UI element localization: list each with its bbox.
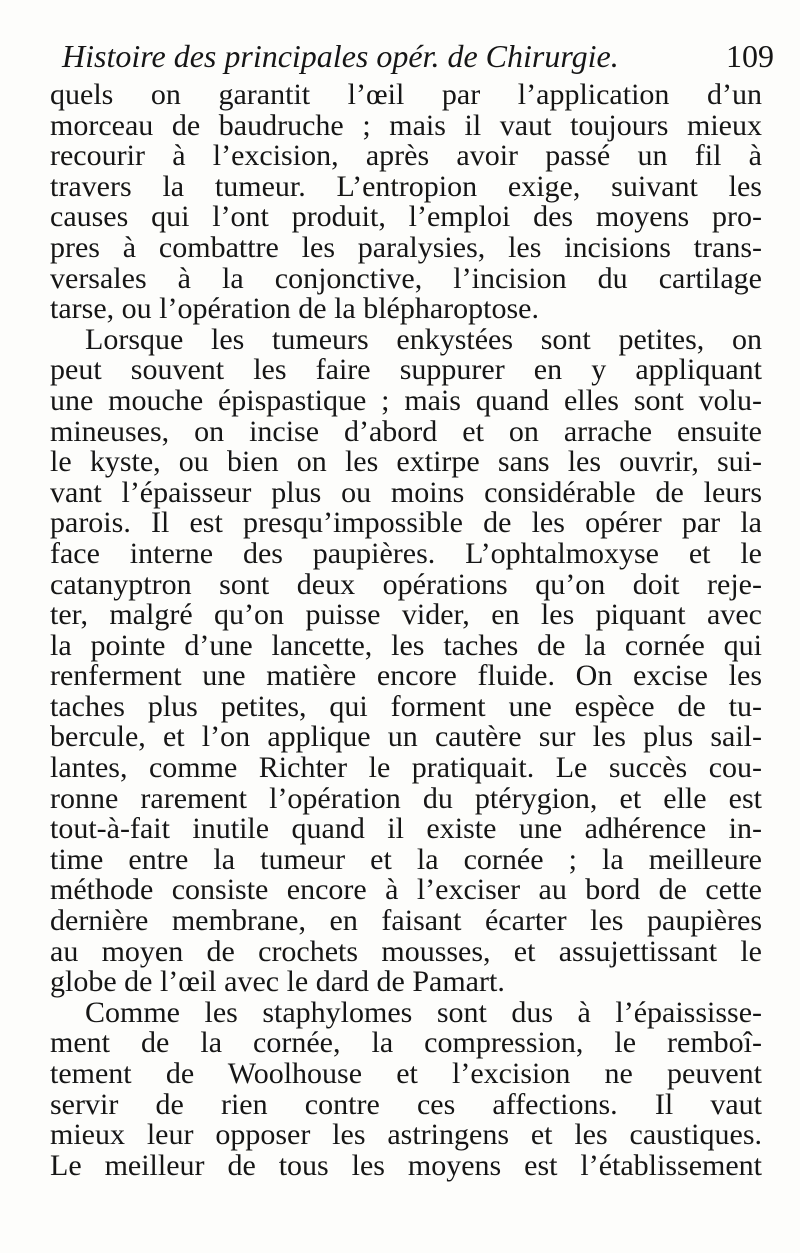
text-line: pres à combattre les paralysies, les incisions trans-: [50, 230, 762, 264]
text-line: ronne rarement l’opération du ptérygion, et elle est: [50, 781, 762, 815]
text-line: globe de l’œil avec le dard de Pamart.: [50, 965, 505, 999]
text-line: la pointe d’une lancette, les taches de la cornée qui: [50, 628, 762, 662]
text-line: parois. Il est presqu’impossible de les opérer par la: [50, 506, 762, 540]
text-line: renferment une matière encore fluide. On excise les: [50, 659, 762, 693]
text-line: mineuses, on incise d’abord et on arrache ensuite: [50, 414, 762, 448]
text-line: méthode consiste encore à l’exciser au bord de cette: [50, 873, 762, 907]
text-line: mieux leur opposer les astringens et les caustiques.: [50, 1118, 762, 1152]
text-line: le kyste, ou bien on les extirpe sans les ouvrir, sui-: [50, 445, 762, 479]
text-line: taches plus petites, qui forment une espèce de tu-: [50, 689, 762, 723]
text-line: morceau de baudruche ; mais il vaut toujours mieux: [50, 108, 762, 142]
page-number: 109: [726, 38, 774, 74]
running-title: Histoire des principales opér. de Chirurgie.: [62, 38, 619, 74]
text-line: dernière membrane, en faisant écarter les paupières: [50, 904, 762, 938]
text-line: quels on garantit l’œil par l’application d’un: [50, 78, 762, 111]
text-line: peut souvent les faire suppurer en y appliquant: [50, 353, 762, 387]
text-line: tout-à-fait inutile quand il existe une adhérence in-: [50, 812, 762, 846]
text-line: travers la tumeur. L’entropion exige, suivant les: [50, 169, 762, 203]
text-line: au moyen de crochets mousses, et assujettissant le: [50, 934, 762, 968]
text-line: recourir à l’excision, après avoir passé un fil à: [50, 139, 762, 173]
text-line: tarse, ou l’opération de la blépharoptose.: [50, 292, 539, 326]
text-line: versales à la conjonctive, l’incision du cartilage: [50, 261, 762, 295]
paragraph-2: [50, 322, 762, 999]
text-line: bercule, et l’on applique un cautère sur les plus sail-: [50, 720, 762, 754]
text-line: Lorsque les tumeurs enkystées sont petites, on: [85, 322, 762, 356]
text-line: time entre la tumeur et la cornée ; la meilleure: [50, 842, 762, 876]
paragraph-1: [50, 80, 762, 325]
text-line: ment de la cornée, la compression, le remboî-: [50, 1026, 762, 1060]
paragraph-3: [50, 995, 762, 1182]
text-line: une mouche épispastique ; mais quand elles sont volu-: [50, 383, 762, 417]
text-line: servir de rien contre ces affections. Il vaut: [50, 1087, 762, 1121]
text-line: Le meilleur de tous les moyens est l’établissement: [50, 1148, 762, 1182]
text-line: tement de Woolhouse et l’excision ne peuvent: [50, 1057, 762, 1090]
text-line: face interne des paupières. L’ophtalmoxyse et le: [50, 536, 762, 570]
text-line: lantes, comme Richter le pratiquait. Le succès cou-: [50, 751, 762, 785]
body-text: [50, 80, 762, 1181]
text-line: catanyptron sont deux opérations qu’on doit reje-: [50, 567, 762, 601]
page-header: [62, 36, 774, 76]
text-line: ter, malgré qu’on puisse vider, en les piquant avec: [50, 598, 762, 632]
text-line: causes qui l’ont produit, l’emploi des moyens pro-: [50, 200, 762, 234]
text-line: Comme les staphylomes sont dus à l’épaississe-: [85, 995, 762, 1029]
text-line: vant l’épaisseur plus ou moins considérable de leurs: [50, 475, 762, 509]
